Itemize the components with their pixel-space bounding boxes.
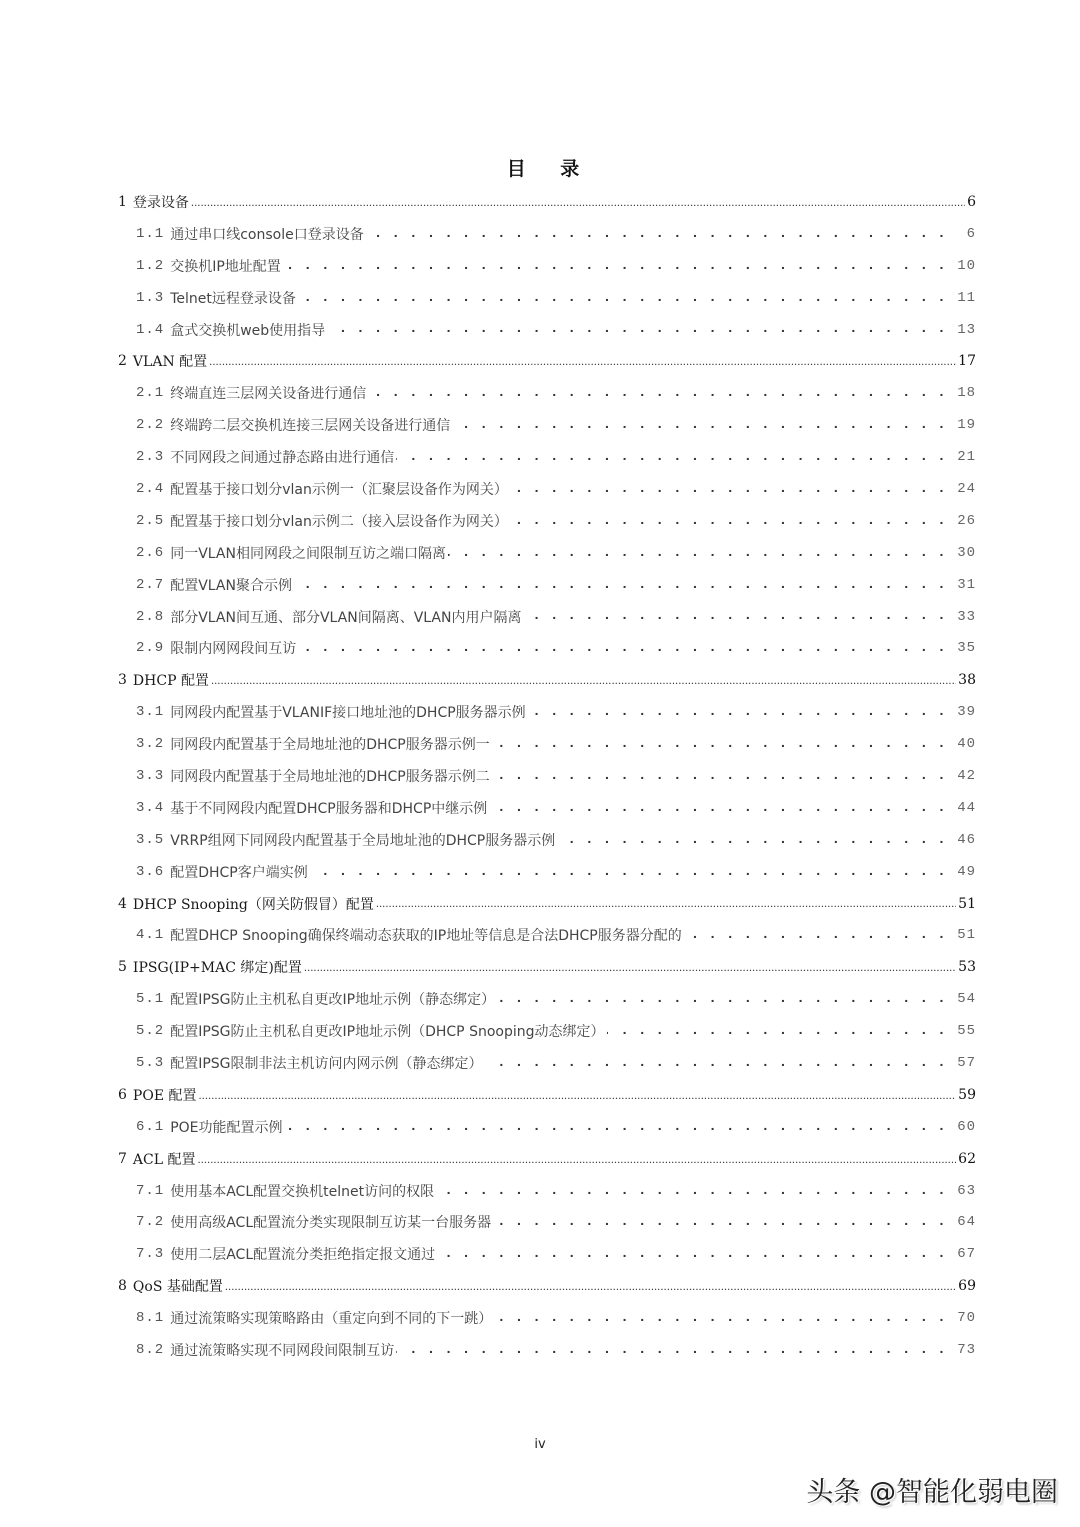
toc-entry-number: 6 xyxy=(118,1086,127,1103)
dot-leader xyxy=(497,983,946,1015)
toc-entry-page: 6 xyxy=(967,193,976,210)
toc-entry-title: 同网段内配置基于全局地址池的DHCP服务器示例一 xyxy=(170,737,490,754)
toc-section-entry[interactable] xyxy=(118,1238,976,1270)
toc-section-entry[interactable] xyxy=(118,632,976,664)
toc-entry-title: 通过流策略实现策略路由（重定向到不同的下一跳） xyxy=(170,1311,493,1328)
toc-entry-number: 3.5 xyxy=(136,831,165,848)
toc-entry-page: 24 xyxy=(957,480,976,497)
dot-leader xyxy=(492,760,946,792)
toc-entry-page: 39 xyxy=(957,704,976,721)
dot-leader xyxy=(327,314,946,346)
toc-entry-title: 同网段内配置基于全局地址池的DHCP服务器示例二 xyxy=(170,768,490,785)
dot-leader xyxy=(396,1334,946,1366)
toc-section-entry[interactable] xyxy=(118,537,976,569)
toc-entry-title: 配置基于接口划分vlan示例二（接入层设备作为网关） xyxy=(170,513,508,530)
toc-section-entry[interactable] xyxy=(118,1207,976,1239)
toc-chapter-entry[interactable] xyxy=(118,186,976,218)
toc-entry-number: 1 xyxy=(118,193,127,210)
toc-entry-title: 配置DHCP Snooping确保终端动态获取的IP地址等信息是合法DHCP服务器分配的 xyxy=(170,928,682,945)
toc-entry-title: 通过串口线console口登录设备 xyxy=(170,226,364,243)
toc-entry-number: 5.2 xyxy=(136,1023,165,1040)
toc-entry-page: 6 xyxy=(966,225,976,242)
toc-entry-page: 67 xyxy=(957,1246,976,1263)
toc-section-entry[interactable] xyxy=(118,824,976,856)
toc-entry-page: 49 xyxy=(957,863,976,880)
toc-entry-number: 2.6 xyxy=(136,544,165,561)
dot-leader xyxy=(436,1175,946,1207)
toc-section-entry[interactable] xyxy=(118,983,976,1015)
toc-entry-number: 1.1 xyxy=(136,225,165,242)
toc-section-entry[interactable] xyxy=(118,1047,976,1079)
toc-section-entry[interactable] xyxy=(118,409,976,441)
toc-section-entry[interactable] xyxy=(118,601,976,633)
dot-leader xyxy=(191,186,965,218)
toc-entry-title: POE 配置 xyxy=(132,1087,197,1104)
dot-leader xyxy=(198,1143,957,1175)
page-number: iv xyxy=(534,1437,546,1452)
toc-section-entry[interactable] xyxy=(118,473,976,505)
toc-entry-page: 69 xyxy=(958,1278,976,1295)
toc-chapter-entry[interactable] xyxy=(118,1079,976,1111)
toc-entry-number: 2.9 xyxy=(136,640,165,657)
toc-section-entry[interactable] xyxy=(118,792,976,824)
dot-leader xyxy=(494,1302,946,1334)
toc-entry-number: 2.3 xyxy=(136,449,165,466)
toc-chapter-entry[interactable] xyxy=(118,1270,976,1302)
toc-entry-number: 2.7 xyxy=(136,576,165,593)
dot-leader xyxy=(376,888,956,920)
toc-entry-title: 配置IPSG限制非法主机访问内网示例（静态绑定） xyxy=(170,1055,483,1072)
toc-entry-title: 配置基于接口划分vlan示例一（汇聚层设备作为网关） xyxy=(170,481,508,498)
toc-chapter-entry[interactable] xyxy=(118,888,976,920)
toc-entry-page: 73 xyxy=(957,1342,976,1358)
toc-entry-number: 5.1 xyxy=(136,991,165,1008)
dot-leader xyxy=(294,569,946,601)
toc-chapter-entry[interactable] xyxy=(118,345,976,377)
dot-leader xyxy=(510,473,946,505)
toc-entry-title: DHCP 配置 xyxy=(132,673,209,690)
toc-entry-page: 64 xyxy=(957,1214,976,1231)
watermark: 头条 @智能化弱电圈 xyxy=(806,1477,1058,1508)
toc-section-entry[interactable] xyxy=(118,1111,976,1143)
dot-leader xyxy=(285,1111,946,1143)
toc-entry-title: 交换机IP地址配置 xyxy=(170,258,281,275)
toc-entry-page: 70 xyxy=(957,1310,976,1327)
toc-section-entry[interactable] xyxy=(118,728,976,760)
toc-entry-title: VRRP组网下同网段内配置基于全局地址池的DHCP服务器示例 xyxy=(170,832,556,849)
toc-entry-title: 配置VLAN聚合示例 xyxy=(170,577,292,594)
dot-leader xyxy=(396,441,946,473)
dot-leader xyxy=(489,792,946,824)
toc-chapter-entry[interactable] xyxy=(118,664,976,696)
toc-entry-page: 63 xyxy=(957,1182,976,1199)
toc-section-entry[interactable] xyxy=(118,1175,976,1207)
toc-entry-title: 同网段内配置基于VLANIF接口地址池的DHCP服务器示例 xyxy=(170,705,526,722)
toc-entry-number: 8 xyxy=(118,1278,127,1295)
dot-leader xyxy=(485,1047,946,1079)
toc-entry-page: 51 xyxy=(958,895,976,912)
toc-entry-page: 44 xyxy=(957,799,976,816)
toc-entry-title: 使用二层ACL配置流分类拒绝指定报文通过 xyxy=(170,1247,436,1264)
toc-entry-title: 同一VLAN相同网段之间限制互访之端口隔离 xyxy=(170,545,446,562)
toc-section-entry[interactable] xyxy=(118,1015,976,1047)
toc-entry-number: 2.5 xyxy=(136,512,165,529)
toc-chapter-entry[interactable] xyxy=(118,1143,976,1175)
toc-entry-page: 18 xyxy=(957,385,976,402)
toc-entry-number: 2.2 xyxy=(136,417,165,434)
toc-chapter-entry[interactable] xyxy=(118,951,976,983)
toc-entry-number: 7.2 xyxy=(136,1214,165,1231)
toc-entry-number: 7 xyxy=(118,1150,127,1167)
toc-entry-title: 配置DHCP客户端实例 xyxy=(170,864,308,881)
dot-leader xyxy=(510,505,946,537)
table-of-contents xyxy=(118,186,976,1366)
toc-entry-title: 配置IPSG防止主机私自更改IP地址示例（DHCP Snooping动态绑定） xyxy=(170,1024,605,1041)
toc-entry-number: 3.2 xyxy=(136,736,165,753)
toc-entry-page: 31 xyxy=(957,576,976,593)
toc-entry-title: Telnet远程登录设备 xyxy=(170,290,296,307)
toc-entry-number: 4 xyxy=(118,895,127,912)
toc-entry-title: 配置IPSG防止主机私自更改IP地址示例（静态绑定） xyxy=(170,992,496,1009)
toc-entry-page: 60 xyxy=(957,1118,976,1135)
toc-entry-page: 21 xyxy=(957,449,976,466)
dot-leader xyxy=(283,250,946,282)
toc-entry-title: 盒式交换机web使用指导 xyxy=(170,322,326,339)
dot-leader xyxy=(528,696,946,728)
dot-leader xyxy=(225,1270,956,1302)
dot-leader xyxy=(298,632,946,664)
toc-entry-number: 1.4 xyxy=(136,321,165,338)
toc-entry-number: 2.8 xyxy=(136,608,165,625)
toc-entry-page: 55 xyxy=(957,1023,976,1040)
toc-entry-title: 终端直连三层网关设备进行通信 xyxy=(170,386,367,403)
toc-section-entry[interactable] xyxy=(118,505,976,537)
toc-section-entry[interactable] xyxy=(118,856,976,888)
toc-entry-number: 6.1 xyxy=(136,1118,165,1135)
toc-section-entry[interactable] xyxy=(118,1334,976,1366)
toc-entry-page: 11 xyxy=(957,289,976,306)
dot-leader xyxy=(492,728,946,760)
dot-leader xyxy=(607,1015,947,1047)
dot-leader xyxy=(199,1079,957,1111)
toc-section-entry[interactable] xyxy=(118,218,976,250)
toc-entry-page: 40 xyxy=(957,736,976,753)
toc-entry-page: 57 xyxy=(957,1054,976,1071)
dot-leader xyxy=(523,601,946,633)
toc-entry-title: DHCP Snooping（网关防假冒）配置 xyxy=(132,896,374,913)
toc-entry-page: 62 xyxy=(958,1150,976,1167)
dot-leader xyxy=(211,664,956,696)
toc-entry-page: 13 xyxy=(957,321,976,338)
toc-section-entry[interactable] xyxy=(118,696,976,728)
toc-entry-page: 33 xyxy=(957,608,976,625)
toc-entry-number: 3 xyxy=(118,672,127,689)
dot-leader xyxy=(304,951,956,983)
toc-entry-number: 3.1 xyxy=(136,704,165,721)
toc-entry-number: 7.3 xyxy=(136,1246,165,1263)
toc-entry-number: 5.3 xyxy=(136,1054,165,1071)
toc-entry-page: 38 xyxy=(958,672,976,689)
toc-entry-page: 53 xyxy=(958,959,976,976)
toc-entry-page: 46 xyxy=(957,831,976,848)
dot-leader xyxy=(452,409,946,441)
toc-section-entry[interactable] xyxy=(118,441,976,473)
toc-entry-title: 部分VLAN间互通、部分VLAN间隔离、VLAN内用户隔离 xyxy=(170,609,522,626)
toc-entry-page: 42 xyxy=(957,767,976,784)
toc-entry-title: VLAN 配置 xyxy=(132,354,208,371)
toc-entry-title: 限制内网网段间互访 xyxy=(170,641,297,658)
toc-entry-title: ACL 配置 xyxy=(132,1151,196,1168)
toc-entry-page: 19 xyxy=(957,417,976,434)
dot-leader xyxy=(684,919,946,951)
toc-entry-number: 3.6 xyxy=(136,863,165,880)
toc-entry-number: 2 xyxy=(118,353,127,370)
toc-entry-page: 26 xyxy=(957,512,976,529)
toc-entry-number: 5 xyxy=(118,959,127,976)
toc-entry-number: 3.4 xyxy=(136,799,165,816)
dot-leader xyxy=(298,282,946,314)
toc-entry-title: QoS 基础配置 xyxy=(132,1279,223,1296)
toc-section-entry[interactable] xyxy=(118,1302,976,1334)
dot-leader xyxy=(310,856,946,888)
toc-section-entry[interactable] xyxy=(118,377,976,409)
toc-entry-number: 8.2 xyxy=(136,1342,165,1358)
toc-entry-number: 2.4 xyxy=(136,480,165,497)
dot-leader xyxy=(366,218,946,250)
dot-leader xyxy=(368,377,946,409)
toc-entry-title: 登录设备 xyxy=(132,194,189,211)
toc-section-entry[interactable] xyxy=(118,569,976,601)
toc-entry-number: 4.1 xyxy=(136,927,165,944)
toc-entry-number: 3.3 xyxy=(136,767,165,784)
dot-leader xyxy=(557,824,946,856)
dot-leader xyxy=(448,537,946,569)
toc-entry-title: 通过流策略实现不同网段间限制互访 xyxy=(170,1343,395,1359)
toc-entry-number: 1.3 xyxy=(136,289,165,306)
toc-entry-number: 1.2 xyxy=(136,257,165,274)
toc-entry-title: 使用基本ACL配置交换机telnet访问的权限 xyxy=(170,1183,435,1200)
toc-section-entry[interactable] xyxy=(118,919,976,951)
toc-entry-page: 10 xyxy=(957,257,976,274)
dot-leader xyxy=(437,1238,946,1270)
toc-entry-page: 51 xyxy=(957,927,976,944)
toc-entry-title: IPSG(IP+MAC 绑定)配置 xyxy=(132,960,302,977)
dot-leader xyxy=(493,1207,946,1239)
toc-entry-page: 17 xyxy=(958,353,976,370)
toc-entry-page: 54 xyxy=(957,991,976,1008)
toc-section-entry[interactable] xyxy=(118,760,976,792)
toc-entry-title: POE功能配置示例 xyxy=(170,1119,283,1136)
toc-entry-number: 7.1 xyxy=(136,1182,165,1199)
toc-entry-page: 35 xyxy=(957,640,976,657)
toc-entry-page: 30 xyxy=(957,544,976,561)
toc-entry-number: 8.1 xyxy=(136,1310,165,1327)
toc-section-entry[interactable] xyxy=(118,250,976,282)
toc-entry-page: 59 xyxy=(958,1086,976,1103)
toc-entry-title: 不同网段之间通过静态路由进行通信 xyxy=(170,450,395,467)
toc-entry-title: 基于不同网段内配置DHCP服务器和DHCP中继示例 xyxy=(170,800,488,817)
toc-section-entry[interactable] xyxy=(118,282,976,314)
toc-section-entry[interactable] xyxy=(118,314,976,346)
toc-entry-title: 使用高级ACL配置流分类实现限制互访某一台服务器 xyxy=(170,1215,492,1232)
toc-entry-title: 终端跨二层交换机连接三层网关设备进行通信 xyxy=(170,418,451,435)
toc-entry-number: 2.1 xyxy=(136,385,165,402)
page-title: 目 录 xyxy=(506,158,594,180)
dot-leader xyxy=(209,345,956,377)
